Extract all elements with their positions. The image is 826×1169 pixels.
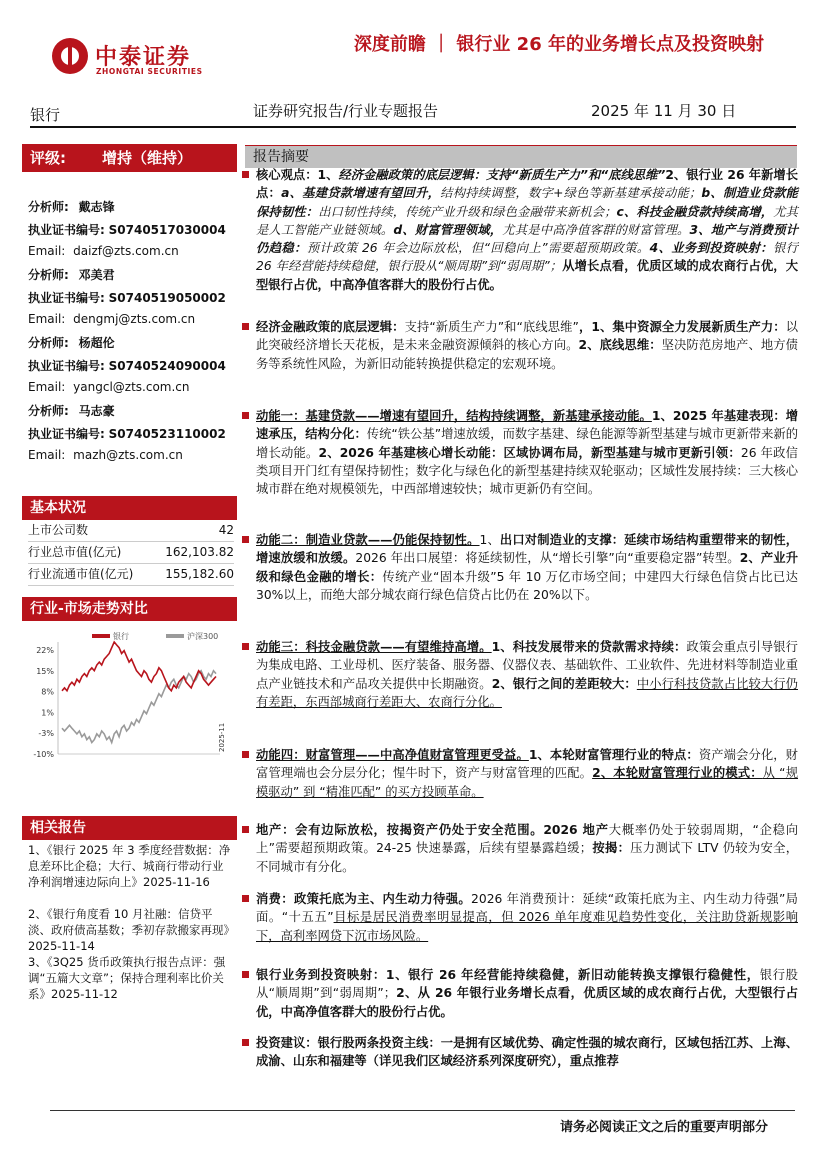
bullet-icon — [242, 536, 249, 543]
analyst-cert: 执业证书编号: S0740519050002 — [28, 291, 226, 305]
document-title: 深度前瞻 ｜ 银行业 26 年的业务增长点及投资映射 — [353, 34, 764, 55]
analyst-name: 分析师: 戴志锋 — [28, 200, 115, 214]
header-divider — [30, 126, 796, 128]
bullet-icon — [242, 643, 249, 650]
text-segment: 4、业务到投资映射： — [649, 241, 773, 256]
text-segment: 1、 — [479, 533, 500, 547]
text-segment: 1、 — [317, 168, 339, 182]
infrastructure-paragraph — [256, 407, 798, 498]
bullet-icon — [242, 323, 249, 330]
table-row: 上市公司数 42 — [28, 520, 234, 542]
text-segment: 1、2025 年基建表现：增速承压，结构分化： — [256, 409, 798, 442]
table-row: 行业流通市值(亿元) 155,182.60 — [28, 564, 234, 586]
trend-header: 行业-市场走势对比 — [22, 597, 237, 621]
text-segment: 中小行科技贷款占比较大行仍有差距，东西部城商行差距大、农商行分化。 — [256, 676, 798, 709]
related-report-item[interactable]: 2、《银行角度看 10 月社融：信贷平淡、政府债高基数；季初存款搬家再现》2025-11-14 — [28, 907, 230, 953]
bullet-icon — [242, 751, 249, 758]
text-segment: 2、本轮财富管理行业的模式： — [592, 766, 763, 781]
sector-label: 银行 — [30, 106, 61, 124]
text-segment: 预计政策 26 年会边际放松，但“回稳向上”需要超预期政策。 — [306, 241, 650, 256]
text-segment: 3、地产与消费预计仍趋稳： — [256, 222, 798, 256]
footer-disclaimer: 请务必阅读正文之后的重要声明部分 — [559, 1120, 768, 1135]
text-segment: 2026 年消费预计：延续“政策托底为主、内生动力待强”局面。“十五五” — [256, 892, 798, 925]
rating-value: 增持（维持） — [102, 149, 193, 167]
related-report-item[interactable]: 3、《3Q25 货币政策执行报告点评：强调“五篇大文章”；保持合理利率比价关系》2025-11-12 — [28, 955, 226, 1001]
related-reports-header: 相关报告 — [22, 816, 237, 840]
text-segment: 政策会重点引导银行为集成电路、工业母机、医疗装备、服务器、仪器仪表、基础软件、工业软件、先进材料等制造业重点产业链技术和产品攻关提供中长期融资。 — [256, 640, 798, 691]
text-segment: 从 “规模驱动” 到 “精准匹配” 的买方投顾革命。 — [256, 766, 799, 799]
x-tick-label: 2025-11 — [218, 722, 226, 752]
text-segment: 26 年政信类项目开门红有望保持韧性；数字化与绿色化的新型基建持续双轮驱动；区域性发展持续：三大核心城市群在绝对规模领先，中西部增速较快；城市更新仍有空间。 — [256, 445, 798, 497]
y-tick-label: -10% — [33, 750, 54, 759]
text-segment: 压力测试下 LTV 仍较为安全，不同城市有分化。 — [256, 841, 798, 874]
bullet-icon — [242, 171, 249, 178]
analyst-name: 分析师: 马志豪 — [28, 404, 115, 418]
investment-advice-paragraph — [256, 1034, 798, 1071]
text-segment: 银行股从“顺周期”到“弱周期”； — [256, 968, 798, 1001]
logo-mark-icon — [52, 38, 88, 74]
text-segment: ，1、集中资源全力发展新质生产力： — [578, 320, 786, 334]
text-segment: 动能二：制造业贷款——仍能保持韧性。 — [256, 533, 480, 547]
text-segment: d、财富管理领域， — [393, 222, 503, 237]
text-segment: 尤其是中高净值客群的财富管理。 — [502, 222, 690, 237]
analyst-name: 分析师: 杨超伦 — [28, 336, 115, 350]
text-segment: 传统“铁公基”增速放缓，而数字基建、绿色能源等新型基建与城市更新带来新的增长动能。 — [256, 427, 798, 460]
series-line-csi300 — [62, 671, 216, 743]
rating-label: 评级: — [30, 149, 66, 167]
text-segment: 动能一：基建贷款——增速有望回升，结构持续调整，新基建承接动能。 — [256, 409, 652, 423]
related-report-item[interactable]: 1、《银行 2025 年 3 季度经营数据：净息差环比企稳；大行、城商行带动行业净利润增速边际向上》2025-11-16 — [28, 843, 231, 889]
y-tick-label: 15% — [36, 666, 54, 676]
text-segment: 目标是居民消费率明显提高，但 2026 单年度难见趋势性变化，关注助贷新规影响下，高利率网贷下沉市场风险。 — [256, 910, 798, 943]
logo-subtext: ZHONGTAI SECURITIES — [96, 67, 203, 76]
text-segment: 1、科技发展带来的贷款需求持续： — [491, 640, 687, 654]
bullet-icon — [242, 971, 249, 978]
text-segment: b、制造业贷款能保持韧性： — [256, 186, 798, 219]
text-segment: 1、本轮财富管理行业的特点： — [528, 748, 699, 762]
text-segment: 结构持续调整，数字+绿色等新基建承接动能； — [440, 186, 702, 201]
text-segment: 大概率仍处于较弱周期，“企稳向上”需要超预期政策。 — [256, 823, 799, 856]
basic-info-table — [28, 520, 234, 586]
text-segment: 2026 年出口展望：将延续韧性，从“增长引擎”向“重要稳定器”转型。 — [355, 551, 740, 566]
text-segment: 以此突破经济增长天花板，是未来金融资源倾斜的核心方向。 — [256, 320, 798, 353]
report-date: 2025 年 11 月 30 日 — [591, 102, 737, 120]
text-segment: 2、2026 年基建核心增长动能：区域协调布局，新型基建与城市更新引领： — [318, 445, 741, 460]
text-segment: 2、从 26 年银行业务增长点看，优质区域的成农商行占优，大型银行占优，中高净值客群大的股份行占优。 — [256, 986, 799, 1019]
text-segment: 投资建议：银行股两条投资主线：一是拥有区域优势、确定性强的城农商行，区域包括江苏、上海、成渝、山东和福建等（详见我们区域经济系列深度研究），重点推荐 — [256, 1036, 798, 1069]
text-segment: 按揭： — [592, 841, 631, 856]
policy-logic-paragraph — [256, 318, 798, 373]
report-type: 证券研究报告/行业专题报告 — [253, 102, 439, 120]
y-tick-label: 8% — [41, 687, 54, 697]
text-segment: 坚决防范房地产、地方债务等系统性风险，为新旧动能转换提供稳定的宏观环境。 — [256, 338, 798, 371]
text-segment: 资产端会分化，财富管理端也会分层分化；惺牛时下，资产与财富管理的匹配。 — [256, 748, 798, 781]
text-segment: 从增长点看，优质区域的成农商行占优，大型银行占优，中高净值客群大的股份行占优。 — [256, 259, 798, 292]
footer-divider — [50, 1110, 795, 1111]
rating-bar — [22, 144, 237, 172]
text-segment: 24-25 快速暴露，后续有望暴露趋缓； — [376, 841, 593, 856]
analyst-cert: 执业证书编号: S0740523110002 — [28, 427, 226, 441]
manufacturing-paragraph — [256, 531, 798, 604]
y-tick-label: -3% — [38, 729, 54, 739]
logo-text: 中泰证券 — [95, 45, 192, 70]
bullet-icon — [242, 895, 249, 902]
text-segment: 动能三：科技金融贷款——有望维持高增。 — [256, 640, 492, 654]
analyst-cert: 执业证书编号: S0740524090004 — [28, 359, 226, 373]
text-segment: 银行业务到投资映射：1、银行 26 年经营能持续稳健，新旧动能转换支撑银行稳健性， — [256, 968, 760, 982]
trend-chart — [24, 626, 236, 766]
y-tick-label: 1% — [41, 708, 54, 718]
text-segment: 2、银行之间的差距较大： — [491, 676, 637, 691]
analyst-cert: 执业证书编号: S0740517030004 — [28, 223, 226, 237]
text-segment: 2、底线思维： — [578, 338, 662, 353]
summary-header: 报告摘要 — [245, 145, 797, 168]
bullet-icon — [242, 1039, 249, 1046]
wealth-management-paragraph — [256, 746, 798, 801]
analyst-name: 分析师: 邓美君 — [28, 268, 115, 282]
core-view-paragraph — [256, 166, 798, 294]
text-segment: a、基建贷款增速有望回升， — [281, 186, 441, 201]
investment-mapping-paragraph — [256, 966, 798, 1021]
text-segment: 出口韧性持续，传统产业升级和绿色金融带来新机会； — [318, 204, 617, 219]
text-segment: 经济金融政策的底层逻辑： — [256, 320, 405, 334]
series-line-bank — [62, 642, 216, 691]
text-segment: 银行 26 年经营能持续稳健，银行股从“顺周期”到“弱周期”； — [256, 241, 798, 274]
y-tick-label: 22% — [36, 646, 54, 655]
text-segment: 尤其是人工智能产业链领域。 — [256, 204, 798, 237]
basic-info-header: 基本状况 — [22, 496, 237, 520]
tech-finance-paragraph — [256, 638, 798, 711]
text-segment: c、科技金融贷款持续高增， — [616, 204, 774, 219]
text-segment: 支持“新质生产力”和“底线思维” — [404, 320, 579, 334]
text-segment: 2、银行业 26 年新增长点： — [256, 168, 798, 201]
text-segment: 2、产业升级和绿色金融的增长： — [256, 551, 798, 584]
text-segment: 消费：政策托底为主、内生动力待强。 — [256, 892, 472, 906]
text-segment: 地产：会有边际放松，按揭资产仍处于安全范围。2026 地产 — [256, 823, 609, 837]
bullet-icon — [242, 412, 249, 419]
real-estate-paragraph — [256, 821, 798, 876]
text-segment: 传统产业“固本升级”5 年 10 万亿市场空间；中建四大行绿色信贷占比已达 30%以上，而绝大部分城农商行绿色信贷占比仍在 20%以下。 — [256, 569, 798, 602]
analyst-email[interactable]: Email: daizf@zts.com.cn — [28, 244, 179, 258]
text-segment: 出口对制造业的支撑：延续市场结构重塑带来的韧性，增速放缓和放缓。 — [256, 533, 798, 566]
bullet-icon — [242, 826, 249, 833]
text-segment: 经济金融政策的底层逻辑：支持“新质生产力”和“底线思维” — [338, 168, 666, 182]
analyst-email[interactable]: Email: yangcl@zts.com.cn — [28, 380, 190, 394]
analyst-email[interactable]: Email: mazh@zts.com.cn — [28, 448, 183, 462]
legend-label: 沪深300 — [187, 632, 219, 641]
analyst-email[interactable]: Email: dengmj@zts.com.cn — [28, 312, 196, 326]
legend-label: 银行 — [113, 632, 129, 641]
consumption-paragraph — [256, 890, 798, 945]
text-segment: 核心观点： — [256, 168, 318, 182]
table-row: 行业总市值(亿元) 162,103.82 — [28, 542, 234, 564]
text-segment: 动能四：财富管理——中高净值财富管理更受益。 — [256, 748, 529, 762]
